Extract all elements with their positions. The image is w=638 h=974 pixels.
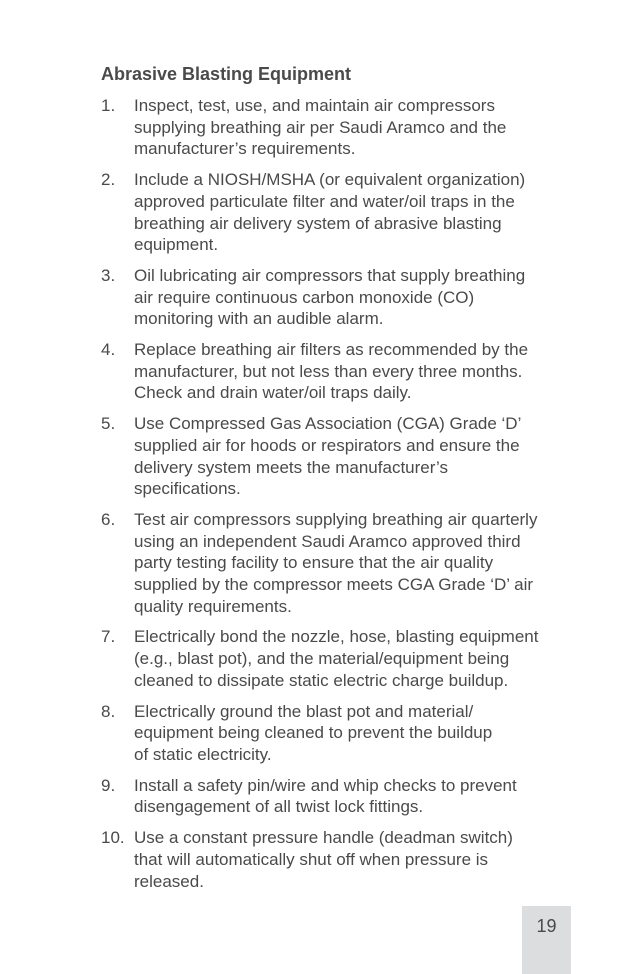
- item-line: (e.g., blast pot), and the material/equipment being: [134, 649, 510, 669]
- list-item: [101, 265, 581, 330]
- item-line: supplied by the compressor meets CGA Grade ‘D’ air: [134, 575, 534, 595]
- item-line: manufacturer, but not less than every three months.: [134, 361, 523, 381]
- item-line: Check and drain water/oil traps daily.: [134, 383, 412, 403]
- item-line: specifications.: [134, 479, 241, 499]
- item-text: [134, 413, 581, 500]
- item-text: [134, 775, 581, 818]
- item-text: [134, 626, 581, 691]
- item-text: [134, 265, 581, 330]
- item-text: [134, 701, 581, 766]
- item-line: Install a safety pin/wire and whip checks to prevent: [134, 775, 517, 795]
- item-line: Electrically bond the nozzle, hose, blasting equipment: [134, 627, 539, 647]
- item-line: Replace breathing air filters as recommended by the: [134, 340, 529, 360]
- item-line: Test air compressors supplying breathing air quarterly: [134, 509, 538, 529]
- item-text: [134, 169, 581, 256]
- item-number: 3.: [101, 265, 116, 285]
- item-line: air require continuous carbon monoxide (CO): [134, 287, 475, 307]
- item-line: released.: [134, 871, 204, 891]
- item-line: delivery system meets the manufacturer’s: [134, 457, 448, 477]
- item-number: 5.: [101, 414, 116, 434]
- item-line: equipment being cleaned to prevent the buildup: [134, 723, 493, 743]
- list-item: [101, 339, 581, 404]
- item-line: party testing facility to ensure that the air quality: [134, 553, 494, 573]
- item-text: [134, 339, 581, 404]
- item-line: breathing air delivery system of abrasive blasting: [134, 213, 502, 233]
- item-number: 4.: [101, 340, 116, 360]
- list-item: [101, 95, 581, 160]
- item-line: using an independent Saudi Aramco approved third: [134, 531, 521, 551]
- item-text: [134, 95, 581, 160]
- item-line: disengagement of all twist lock fittings.: [134, 797, 424, 817]
- item-text: [134, 827, 581, 892]
- item-line: Electrically ground the blast pot and material/: [134, 701, 474, 721]
- list-item: [101, 775, 581, 818]
- item-line: approved particulate filter and water/oil traps in the: [134, 191, 515, 211]
- item-line: of static electricity.: [134, 744, 272, 764]
- page-number-tab: [522, 906, 571, 974]
- list-item: [101, 413, 581, 500]
- item-line: quality requirements.: [134, 596, 292, 616]
- item-line: Include a NIOSH/MSHA (or equivalent organization): [134, 170, 526, 190]
- item-number: 7.: [101, 627, 116, 647]
- item-line: Use Compressed Gas Association (CGA) Grade ‘D’: [134, 414, 522, 434]
- item-line: Inspect, test, use, and maintain air compressors: [134, 96, 495, 115]
- item-line: supplying breathing air per Saudi Aramco and the: [134, 117, 507, 137]
- list-item: [101, 509, 581, 618]
- item-line: that will automatically shut off when pressure is: [134, 849, 489, 869]
- item-line: monitoring with an audible alarm.: [134, 309, 384, 329]
- list-item: [101, 169, 581, 256]
- item-line: manufacturer’s requirements.: [134, 139, 356, 159]
- numbered-list: [101, 95, 581, 901]
- item-number: 2.: [101, 170, 116, 190]
- list-item: [101, 827, 581, 892]
- item-number: 6.: [101, 509, 116, 529]
- item-number: 1.: [101, 96, 116, 115]
- item-line: supplied air for hoods or respirators and ensure the: [134, 435, 520, 455]
- list-item: [101, 701, 581, 766]
- item-line: cleaned to dissipate static electric charge buildup.: [134, 670, 509, 690]
- item-number: 9.: [101, 775, 116, 795]
- page-number: 19: [536, 916, 557, 936]
- item-line: Oil lubricating air compressors that supply breathing: [134, 265, 526, 285]
- item-line: Use a constant pressure handle (deadman switch): [134, 828, 513, 848]
- list-item: [101, 626, 581, 691]
- item-line: equipment.: [134, 235, 219, 255]
- item-number: 10.: [101, 828, 125, 848]
- item-number: 8.: [101, 701, 116, 721]
- section-heading: Abrasive Blasting Equipment: [101, 64, 352, 84]
- item-text: [134, 509, 581, 618]
